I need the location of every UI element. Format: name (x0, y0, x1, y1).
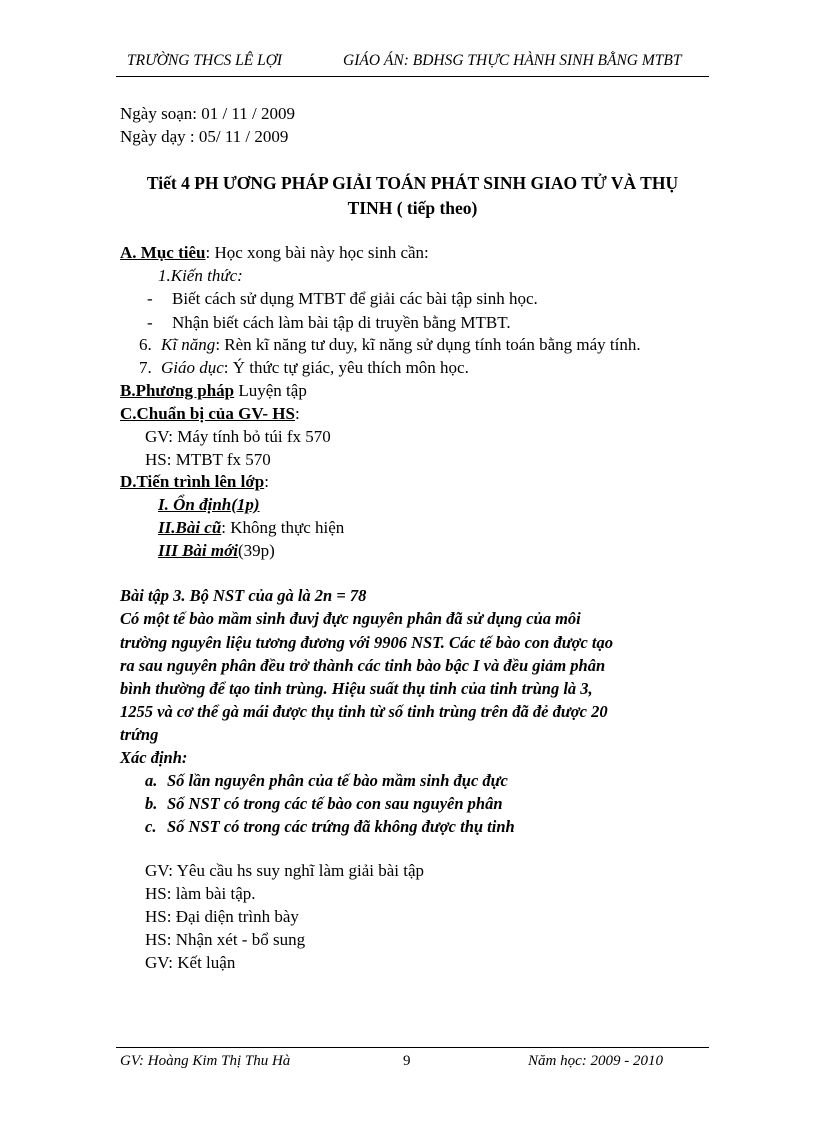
activity-line: GV: Kết luận (145, 953, 236, 972)
skill-label: Kĩ năng (161, 335, 216, 354)
page-number: 9 (403, 1053, 411, 1069)
question-b (145, 794, 503, 814)
section-d-colon: : (264, 472, 269, 491)
bullet-dash: - (147, 313, 153, 332)
knowledge-label: 1.Kiến thức: (158, 266, 243, 285)
footer-rule (116, 1047, 709, 1048)
lesson-title-line1: Tiết 4 PH ƯƠNG PHÁP GIẢI TOÁN PHÁT SINH GIAO TỬ VÀ THỤ (146, 173, 679, 193)
exercise-line: ra sau nguyên phân đều trở thành các tinh bào bậc I và đều giảm phân (120, 656, 606, 675)
step-new-lesson-label: III Bài mới (158, 541, 238, 560)
bullet-1 (147, 289, 538, 309)
question-c-text: Số NST có trong các trứng đã không được thụ tinh (167, 817, 515, 836)
education-text: : Ý thức tự giác, yêu thích môn học. (223, 358, 469, 377)
section-b (120, 381, 307, 401)
section-c-colon: : (294, 404, 300, 423)
footer-teacher: GV: Hoàng Kim Thị Thu Hà (120, 1053, 291, 1069)
question-b-text: Số NST có trong các tế bào con sau nguyên phân (167, 794, 503, 813)
prep-gv: GV: Máy tính bỏ túi fx 570 (145, 427, 331, 446)
question-c (145, 817, 515, 837)
bullet-2 (147, 313, 511, 333)
section-b-heading: B.Phương pháp (120, 381, 235, 400)
section-c (120, 404, 300, 424)
skill-number: 6. (139, 335, 152, 354)
exercise-line: Có một tế bào mầm sinh đuvj đực nguyên phân đã sử dụng của môi (120, 609, 581, 628)
section-d (120, 472, 269, 492)
section-b-text: Luyện tập (234, 381, 307, 400)
section-a (120, 243, 429, 263)
exercise-title: Bài tập 3. Bộ NST của gà là 2n = 78 (120, 586, 367, 605)
question-c-label: c. (145, 817, 157, 836)
section-a-text: : Học xong bài này học sinh cần: (205, 243, 429, 262)
step-new-lesson-text: (39p) (237, 541, 275, 560)
footer-school-year: Năm học: 2009 - 2010 (528, 1053, 663, 1069)
bullet-2-text: Nhận biết cách làm bài tập di truyền bằng MTBT. (172, 313, 511, 332)
lesson-title-line2: TINH ( tiếp theo) (347, 198, 478, 218)
education-number: 7. (139, 358, 152, 377)
activity-line: HS: làm bài tập. (145, 884, 256, 903)
education-content (161, 358, 469, 378)
question-a-text: Số lần nguyên phân của tế bào mầm sinh đục đực (167, 771, 508, 790)
exercise-determine: Xác định: (120, 748, 188, 767)
skill-content (161, 335, 641, 355)
exercise-line: trường nguyên liệu tương đương với 9906 NST. Các tế bào con được tạo (120, 633, 613, 652)
section-c-heading: C.Chuẩn bị của GV- HS (120, 404, 295, 423)
exercise-line: 1255 và cơ thể gà mái được thụ tinh từ số tinh trùng trên đã đẻ được 20 (120, 702, 608, 721)
prep-hs: HS: MTBT fx 570 (145, 450, 271, 469)
step-old-lesson (158, 518, 344, 538)
question-b-label: b. (145, 794, 158, 813)
skill-item (139, 335, 641, 355)
header-rule (116, 76, 709, 77)
date-taught: Ngày dạy : 05/ 11 / 2009 (120, 127, 289, 146)
section-a-heading: A. Mục tiêu (120, 243, 206, 262)
step-old-lesson-text: : Không thực hiện (221, 518, 345, 537)
date-prepared: Ngày soạn: 01 / 11 / 2009 (120, 104, 296, 123)
skill-text: : Rèn kĩ năng tư duy, kĩ năng sử dụng tính toán bằng máy tính. (215, 335, 641, 354)
bullet-dash: - (147, 289, 153, 308)
exercise-line: bình thường để tạo tinh trùng. Hiệu suất thụ tinh của tinh trùng là 3, (120, 679, 593, 698)
activity-line: GV: Yêu cầu hs suy nghĩ làm giải bài tập (145, 861, 425, 880)
activity-line: HS: Đại diện trình bày (145, 907, 299, 926)
step-stabilize: I. Ổn định(1p) (158, 495, 260, 514)
exercise-line: trứng (120, 725, 159, 744)
step-old-lesson-label: II.Bài cũ (158, 518, 222, 537)
bullet-1-text: Biết cách sử dụng MTBT để giải các bài tập sinh học. (172, 289, 538, 308)
header-subject: GIÁO ÁN: BDHSG THỰC HÀNH SINH BẰNG MTBT (343, 52, 682, 69)
section-d-heading: D.Tiến trình lên lớp (120, 472, 265, 491)
step-new-lesson (158, 541, 275, 561)
education-item (139, 358, 469, 378)
activity-line: HS: Nhận xét - bổ sung (145, 930, 306, 949)
question-a (145, 771, 508, 791)
header-school: TRƯỜNG THCS LÊ LỢI (127, 52, 283, 69)
question-a-label: a. (145, 771, 158, 790)
education-label: Giáo dục (161, 358, 224, 377)
